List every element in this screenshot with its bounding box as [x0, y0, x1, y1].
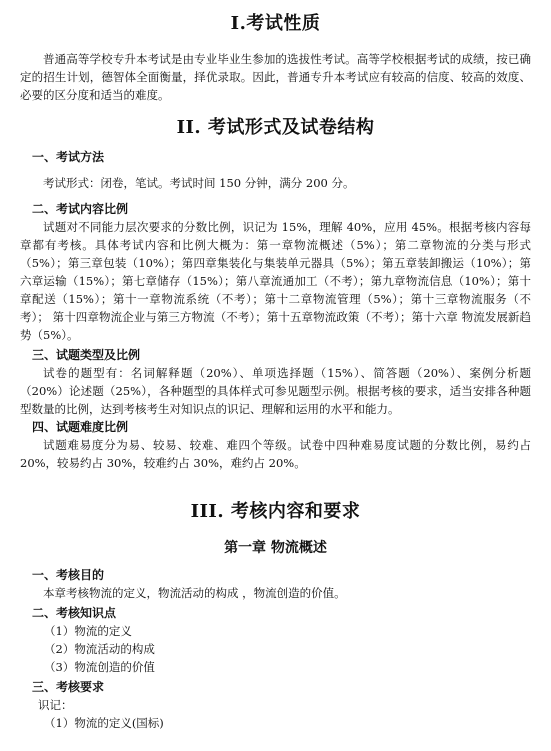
knowledge-point-item: （1）物流的定义 [44, 624, 132, 638]
section-1-paragraph: 普通高等学校专升本考试是由专业毕业生参加的选拔性考试。高等学校根据考试的成绩，按已确定的招生计划，德智体全面衡量，择优录取。因此，普通专升本考试应有较高的信度、较高的效度、必要的区分度和适当的难度。 [20, 52, 531, 102]
section-1-title: I.考试性质 [230, 13, 321, 34]
knowledge-point-item: （2）物流活动的构成 [44, 642, 155, 656]
difficulty-text: 试题难易度分为易、较易、较难、难四个等级。试卷中四种难易度试题的分数比例，易约占 20%，较易约占 30%，较难约占 30%，难约占 20%。 [20, 438, 531, 470]
section-2-question-types [20, 346, 531, 418]
exam-method-heading: 一、考试方法 [32, 150, 105, 164]
difficulty-heading: 四、试题难度比例 [32, 420, 129, 434]
requirement-item: （1）物流的定义(国标) [44, 716, 164, 730]
assessment-purpose-text: 本章考核物流的定义，物流活动的构成 ，物流创造的价值。 [43, 586, 346, 600]
question-types-text: 试卷的题型有：名词解释题（20%）、单项选择题（15%）、简答题（20%）、案例分析题（20%）论述题（25%），各种题型的具体样式可参见题型示例。根据考核的要求，适当安排各种题型数量的比例，达到考核考生对知识点的识记、理解和运用的水平和能力。 [20, 366, 531, 416]
section-1 [20, 12, 531, 36]
chapter-1 [20, 538, 531, 558]
section-3-title: III. 考核内容和要求 [190, 501, 361, 522]
question-types-heading: 三、试题类型及比例 [32, 348, 141, 362]
section-3 [20, 500, 531, 524]
requirements-heading: 三、考核要求 [32, 680, 105, 694]
chapter-1-body [20, 566, 531, 732]
content-ratio-heading: 二、考试内容比例 [32, 202, 129, 216]
knowledge-point-item: （3）物流创造的价值 [44, 660, 155, 674]
content-ratio-text: 试题对不同能力层次要求的分数比例，识记为 15%，理解 40%，应用 45%。根据考核内容每章都有考核。具体考试内容和比例大概为：第一章物流概述（5%）；第二章物流的分类与形式（5%）；第三章包装（10%）；第四章集装化与集装单元器具（5%）；第五章装卸搬运（10%）；第六章运输（15%）；第七章储存（15%）；第八章流通加工（不考）；第九章物流信息（10%）；第十章配送（15%）；第十一章物流系统（不考）；第十二章物流管理（5%）；第十三章物流服务（不考）； 第十四章物流企业与第三方物流（不考）；第十五章物流政策（不考）；第十六章 物流发展新趋势（5%）。 [20, 220, 531, 342]
requirements-label: 识记： [38, 698, 73, 712]
section-2-exam-method [20, 148, 531, 166]
section-2-title: II. 考试形式及试卷结构 [176, 117, 375, 138]
assessment-purpose-heading: 一、考核目的 [32, 568, 105, 582]
section-2-difficulty [20, 418, 531, 472]
chapter-1-title: 第一章 物流概述 [224, 540, 327, 556]
knowledge-points-heading: 二、考核知识点 [32, 606, 117, 620]
section-1-body [20, 50, 531, 104]
section-2 [20, 116, 531, 140]
exam-method-text: 考试形式：闭卷，笔试。考试时间 150 分钟，满分 200 分。 [43, 176, 355, 190]
section-2-exam-method-body [20, 174, 531, 192]
section-2-content-ratio [20, 200, 531, 344]
